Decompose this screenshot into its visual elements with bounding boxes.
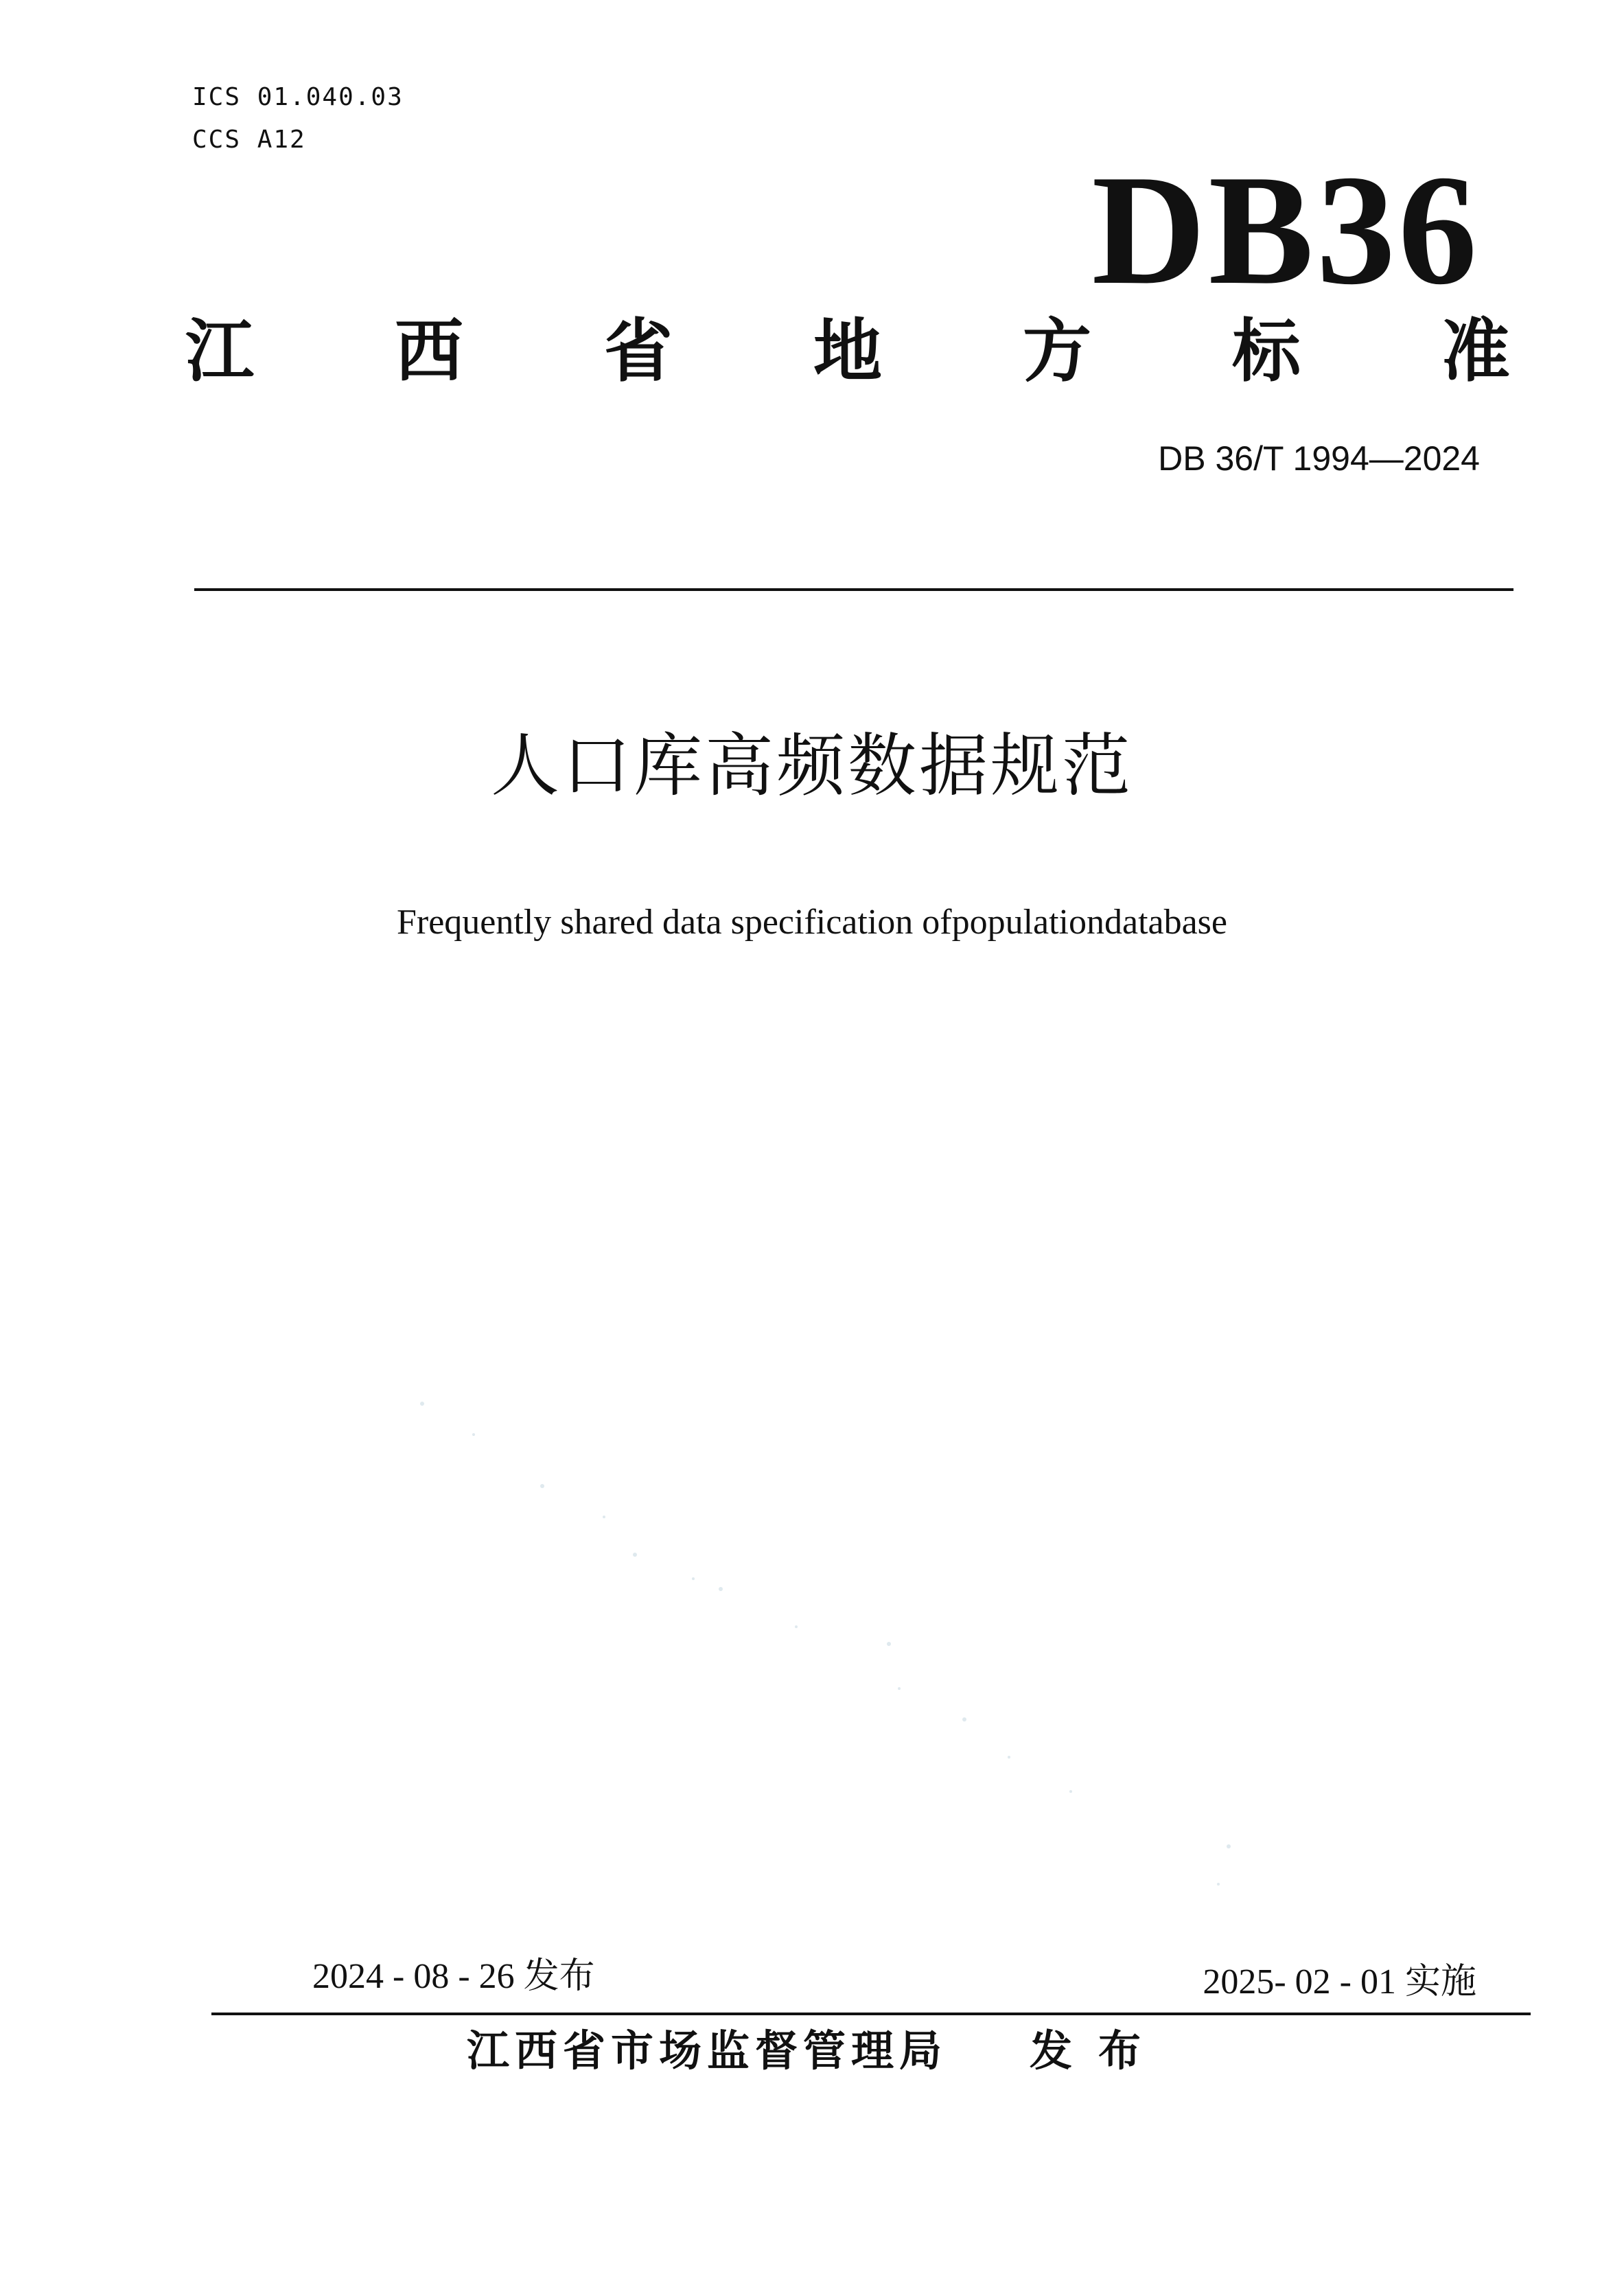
- publisher-name: 江西省市场监督管理局: [467, 2026, 948, 2076]
- ccs-code: CCS A12: [192, 126, 306, 154]
- footer-divider: [211, 2013, 1531, 2015]
- publish-word: 发布: [1030, 2026, 1168, 2076]
- header-divider: [194, 588, 1513, 591]
- document-title-chinese: 人口库高频数据规范: [491, 726, 1133, 806]
- standard-type-char: 地: [813, 311, 882, 391]
- standard-type-char: 西: [395, 311, 463, 391]
- standard-type-heading: [185, 310, 1510, 393]
- ics-code: ICS 01.040.03: [192, 83, 404, 111]
- standard-type-char: 省: [604, 311, 673, 391]
- document-title-english: Frequently shared data specification ofpopulationdatabase: [396, 903, 1227, 942]
- standard-type-char: 标: [1232, 311, 1301, 391]
- standard-type-char: 江: [185, 311, 254, 391]
- effective-date: 2025- 02 - 01 实施: [1203, 1962, 1476, 2002]
- standard-type-char: 方: [1023, 311, 1091, 391]
- standard-number: DB 36/T 1994—2024: [1158, 439, 1480, 478]
- db-code-logo: DB36: [1091, 142, 1480, 317]
- publisher-line: [467, 2024, 1167, 2078]
- release-date: 2024 - 08 - 26 发布: [312, 1957, 595, 1996]
- standard-type-char: 准: [1441, 311, 1510, 391]
